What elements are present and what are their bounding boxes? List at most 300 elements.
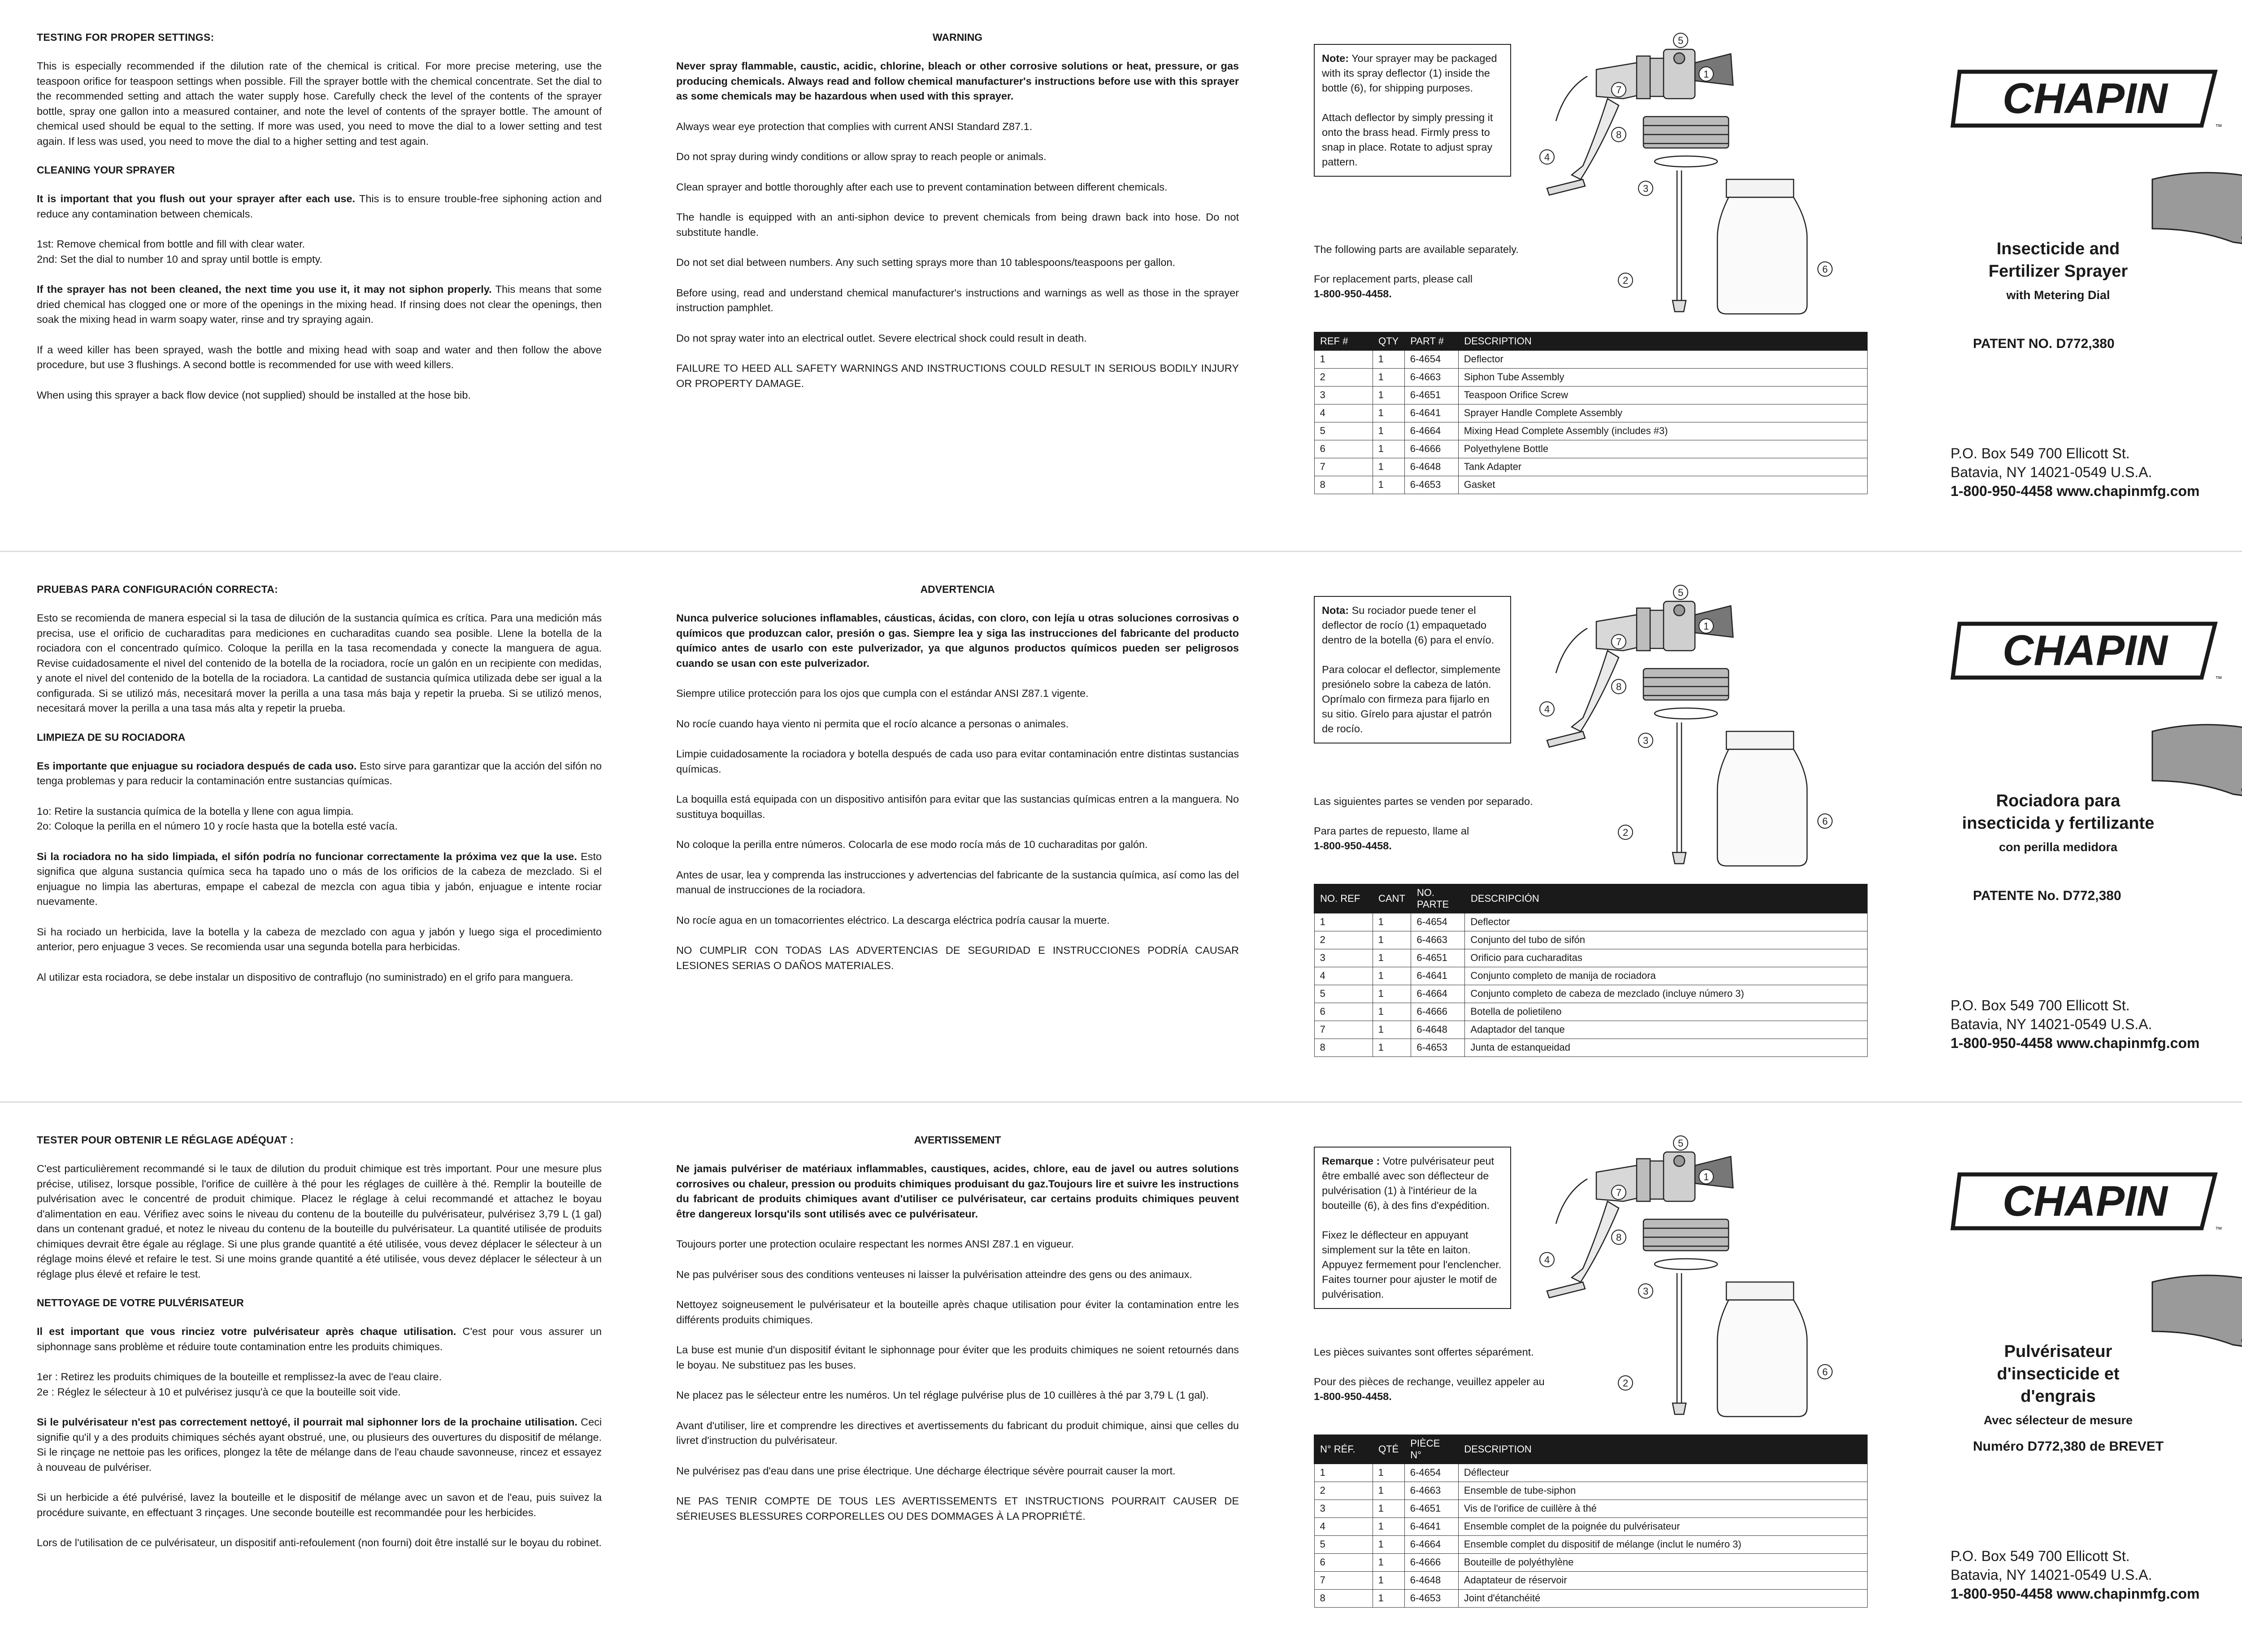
cleaning-rest: Esto sirve para garantizar que la acción del sifón no tenga problemas y para reducir la contaminación entre sustancias químicas.: [37, 760, 602, 787]
warning-bold-paragraph: Nunca pulverice soluciones inflamables, cáusticas, ácidas, con cloro, con lejía u otras soluciones corrosivas o químicos que produzcan calor, presión o gas. Siempre lea y siga las instrucciones del fabricante del producto químico antes de usarlo con este pulverizador, ya que algunos productos químicos pueden ser peligrosos cuando se usan con este pulverizador.: [676, 612, 1239, 669]
step-1: 1o: Retire la sustancia química de la botella y llene con agua limpia.: [37, 805, 354, 817]
parts-cell-desc: Teaspoon Orifice Screw: [1458, 386, 1867, 404]
testing-body: This is especially recommended if the dilution rate of the chemical is critical. For more precise metering, use the teaspoon orifice for teaspoon settings when possible. Fill the sprayer bottle with the chemical concentrate. Set the dial to the recommended setting and attach the water supply hose. Carefully check the level of the contents of the sprayer bottle, spray one gallon into a measured container, and note the level of contents of the sprayer bottle. The amount of chemical used should be equal to the setting. If more was used, you need to move the dial to a lower setting and test again. If less was used, you need to move the dial to a higher setting and test again.: [37, 60, 602, 147]
note-box: [1314, 1147, 1511, 1309]
table-row: [1314, 913, 1867, 931]
table-row: [1314, 949, 1867, 967]
parts-cell-part: 6-4653: [1404, 476, 1458, 494]
parts-cell-desc: Sprayer Handle Complete Assembly: [1458, 404, 1867, 422]
parts-cell-qty: 1: [1373, 404, 1404, 422]
parts-cell-part: 6-4648: [1404, 1571, 1458, 1589]
parts-header-cell: PIÈCE N°: [1404, 1435, 1458, 1464]
callout-5: 5: [1678, 587, 1684, 598]
logo-logo-text: CHAPIN: [2002, 1177, 2168, 1225]
sprayer-in-hand-illustration: [2152, 704, 2242, 1014]
note-paragraph-2: Fixez le déflecteur en appuyant simplement sur la tête en laiton. Appuyez fermement pour l'enclencher. Faites tourner pour ajuster le motif de pulvérisation.: [1322, 1229, 1502, 1300]
parts-cell-part: 6-4654: [1404, 350, 1458, 368]
parts-cell-desc: Adaptateur de réservoir: [1458, 1571, 1867, 1589]
cleaning-title: LIMPIEZA DE SU ROCIADORA: [37, 731, 186, 743]
replacement-phone: 1-800-950-4458.: [1314, 840, 1392, 852]
table-row: [1314, 1482, 1867, 1500]
cleaning-title: CLEANING YOUR SPRAYER: [37, 164, 175, 176]
contact-line: 1-800-950-4458 www.chapinmfg.com: [1951, 1035, 2200, 1051]
availability-text: [1314, 794, 1547, 868]
not-clean-rest: Esto significa que alguna sustancia química seca ha tapado uno o más de los orificios de la cabeza de mezclado. Si el enjuague no limpia las aberturas, empape el cabezal de mezcla con agua tibia y jabón, enjuague e intente rociar nuevamente.: [37, 850, 602, 907]
callout-4: 4: [1544, 1254, 1550, 1265]
parts-header-cell: NO. REF: [1314, 884, 1373, 913]
product-title: Pulvérisateur d'insecticide et d'engrais Avec sélecteur de mesure: [1983, 1342, 2133, 1427]
note-box: [1314, 44, 1511, 177]
parts-header-cell: QTY: [1373, 332, 1404, 350]
sprayer-in-hand-illustration: [2152, 1255, 2242, 1565]
warning-item: Nettoyez soigneusement le pulvérisateur et la bouteille après chaque utilisation pour éviter la contamination entre les différents produits chimiques.: [676, 1299, 1239, 1326]
availability-line-2: For replacement parts, please call 1-800-950-4458.: [1314, 273, 1473, 300]
chapin-logo: [1951, 1170, 2220, 1233]
parts-cell-desc: Botella de polietileno: [1465, 1003, 1867, 1021]
logo-logo-text: CHAPIN: [2002, 74, 2168, 122]
callout-5: 5: [1678, 35, 1684, 46]
testing-title: TESTER POUR OBTENIR LE RÉGLAGE ADÉQUAT :: [37, 1134, 294, 1146]
parts-cell-ref: 1: [1314, 913, 1373, 931]
cleaning-steps: [37, 237, 602, 267]
parts-cell-qty: 1: [1373, 386, 1404, 404]
warning-bold-paragraph: Ne jamais pulvériser de matériaux inflammables, caustiques, acides, chlore, eau de javel ou autres solutions corrosives ou chaleur, pression ou produits chimiques produisant du gaz.Toujours lire et suivre les instructions du fabricant de produits chimiques avant d'utiliser ce pulvérisateur, car certains produits chimiques peuvent être dangereux lorsqu'ils sont utilisés avec ce pulvérisateur.: [676, 1163, 1239, 1220]
parts-cell-desc: Ensemble de tube-siphon: [1458, 1482, 1867, 1500]
table-row: [1314, 931, 1867, 949]
parts-cell-ref: 2: [1314, 1482, 1373, 1500]
cleaning-bold: Il est important que vous rinciez votre pulvérisateur après chaque utilisation.: [37, 1326, 456, 1337]
chapin-logo: [1951, 619, 2220, 682]
parts-cell-part: 6-4648: [1411, 1021, 1465, 1039]
table-row: [1314, 967, 1867, 985]
backflow-paragraph: When using this sprayer a back flow device (not supplied) should be installed at the hose bib.: [37, 389, 471, 401]
parts-cell-ref: 8: [1314, 1039, 1373, 1056]
parts-header-cell: CANT: [1373, 884, 1411, 913]
table-row: [1314, 1571, 1867, 1589]
availability-line-2: Pour des pièces de rechange, veuillez appeler au 1-800-950-4458.: [1314, 1376, 1545, 1402]
warning-item: Antes de usar, lea y comprenda las instrucciones y advertencias del fabricante de la sustancia química, así como las del manual de instrucciones de la rociadora.: [676, 869, 1239, 896]
parts-cell-part: 6-4663: [1404, 368, 1458, 386]
warning-item: No rocíe cuando haya viento ni permita que el rocío alcance a personas o animales.: [676, 717, 1069, 730]
warning-column: [676, 583, 1239, 988]
parts-cell-part: 6-4651: [1411, 949, 1465, 967]
table-row: [1314, 1500, 1867, 1517]
parts-cell-part: 6-4654: [1411, 913, 1465, 931]
company-address: P.O. Box 549 700 Ellicott St. Batavia, NY 14021-0549 U.S.A. 1-800-950-4458 www.chapinmfg.com: [1951, 445, 2200, 499]
parts-table-header: [1314, 1435, 1867, 1464]
parts-column: [1314, 1134, 1874, 1618]
callout-2: 2: [1623, 1378, 1629, 1389]
parts-cell-qty: 1: [1373, 1021, 1411, 1039]
language-panel-es: [0, 551, 2242, 1075]
parts-cell-ref: 4: [1314, 967, 1373, 985]
parts-cell-desc: Orificio para cucharaditas: [1465, 949, 1867, 967]
cleaning-paragraph: [37, 1324, 602, 1354]
table-row: [1314, 1464, 1867, 1482]
parts-cell-qty: 1: [1373, 1039, 1411, 1056]
parts-cell-part: 6-4664: [1404, 422, 1458, 440]
table-row: [1314, 404, 1867, 422]
not-clean-paragraph: [37, 282, 602, 327]
callout-6: 6: [1822, 264, 1828, 275]
parts-cell-qty: 1: [1373, 1500, 1404, 1517]
table-row: [1314, 985, 1867, 1003]
callout-1: 1: [1703, 69, 1709, 80]
testing-column: [37, 583, 602, 1000]
parts-cell-desc: Gasket: [1458, 476, 1867, 494]
cleaning-bold: Es importante que enjuague su rociadora después de cada uso.: [37, 760, 357, 772]
parts-cell-qty: 1: [1373, 931, 1411, 949]
parts-cell-ref: 7: [1314, 1021, 1373, 1039]
sprayer-exploded-diagram: [1529, 31, 1852, 318]
parts-cell-ref: 6: [1314, 1003, 1373, 1021]
weed-killer-paragraph: Si un herbicide a été pulvérisé, lavez la bouteille et le dispositif de mélange avec un savon et de l'eau, puis suivez la procédure suivante, en effectuant 3 rinçages. Une seconde bouteille est recommandée pour les herbicides.: [37, 1491, 602, 1518]
warning-item: Do not spray during windy conditions or allow spray to reach people or animals.: [676, 151, 1047, 162]
parts-cell-desc: Deflector: [1465, 913, 1867, 931]
testing-body: C'est particulièrement recommandé si le taux de dilution du produit chimique est très important. Pour une mesure plus précise, utilisez, lorsque possible, l'orifice de cuillère à thé pour les réglages de cuillère à thé. Remplir la bouteille de pulvérisation avec le concentré de produit chimique. Placez le réglage à celui recommandé et attachez le boyau d'alimentation en eau. Vérifiez avec soins le niveau du contenu de la bouteille du pulvérisateur, pulvérisez 3,79 L (1 gal) dans un contenant gradué, et notez le niveau du contenu de la bouteille du pulvérisateur. La quantité utilisée de produits chimiques devrait être égale au réglage. Si une plus grande quantité a été utilisée, vous devez déplacer le sélecteur à un réglage moins élevé et refaire le test. Si une moins grande quantité a été utilisée, vous devez déplacer le sélecteur à un réglage plus élevé et refaire le test.: [37, 1163, 602, 1280]
callout-4: 4: [1544, 152, 1550, 163]
callout-7: 7: [1616, 1187, 1622, 1198]
cover-column: [1951, 31, 2242, 516]
logo-trademark: ™: [2215, 1226, 2222, 1234]
callout-3: 3: [1643, 735, 1649, 746]
parts-cell-ref: 5: [1314, 1535, 1373, 1553]
callout-8: 8: [1616, 129, 1622, 140]
parts-cell-desc: Tank Adapter: [1458, 458, 1867, 476]
warning-title: WARNING: [932, 31, 983, 43]
parts-cell-qty: 1: [1373, 1482, 1404, 1500]
note-paragraph-1: [1322, 603, 1503, 648]
table-row: [1314, 350, 1867, 368]
parts-cell-ref: 7: [1314, 458, 1373, 476]
note-paragraph-1: [1322, 51, 1503, 96]
not-clean-bold: If the sprayer has not been cleaned, the next time you use it, it may not siphon properly.: [37, 283, 492, 295]
patent-number: Numéro D772,380 de BREVET: [1973, 1439, 2164, 1454]
table-row: [1314, 476, 1867, 494]
warning-bold-paragraph: Never spray flammable, caustic, acidic, chlorine, bleach or other corrosive solutions or heat, pressure, or gas producing chemicals. Always read and follow chemical manufacturer's instructions before use with this sprayer as some chemicals may be hazardous when used with this sprayer.: [676, 60, 1239, 102]
parts-cell-qty: 1: [1373, 1003, 1411, 1021]
note-label: Nota:: [1322, 604, 1349, 616]
parts-cell-desc: Ensemble complet de la poignée du pulvérisateur: [1458, 1517, 1867, 1535]
cleaning-rest: This is to ensure trouble-free siphoning action and reduce any contamination between chemicals.: [37, 193, 602, 220]
parts-cell-desc: Bouteille de polyéthylène: [1458, 1553, 1867, 1571]
backflow-paragraph: Al utilizar esta rociadora, se debe instalar un dispositivo de contraflujo (no suministrado) en el grifo para manguera.: [37, 971, 574, 983]
table-row: [1314, 1535, 1867, 1553]
parts-cell-qty: 1: [1373, 1553, 1404, 1571]
parts-header-cell: PART #: [1404, 332, 1458, 350]
parts-cell-part: 6-4666: [1404, 440, 1458, 458]
step-2: 2e : Réglez le sélecteur à 10 et pulvérisez jusqu'à ce que la bouteille soit vide.: [37, 1386, 401, 1398]
parts-cell-part: 6-4648: [1404, 458, 1458, 476]
warning-item: Ne placez pas le sélecteur entre les numéros. Un tel réglage pulvérise plus de 10 cuillères à thé par 3,79 L (1 gal).: [676, 1389, 1209, 1401]
parts-cell-ref: 7: [1314, 1571, 1373, 1589]
parts-cell-desc: Adaptador del tanque: [1465, 1021, 1867, 1039]
callout-3: 3: [1643, 1286, 1649, 1297]
step-2: 2nd: Set the dial to number 10 and spray until bottle is empty.: [37, 253, 323, 265]
warning-item: No coloque la perilla entre números. Colocarla de ese modo rocía más de 10 cucharaditas por galón.: [676, 839, 1148, 850]
parts-cell-part: 6-4664: [1411, 985, 1465, 1003]
cleaning-rest: C'est pour vous assurer un siphonnage sans problème et réduire toute contamination entre les produits chimiques.: [37, 1326, 602, 1352]
step-2: 2o: Coloque la perilla en el número 10 y rocíe hasta que la botella esté vacía.: [37, 820, 398, 832]
parts-cell-ref: 4: [1314, 1517, 1373, 1535]
availability-line-1: Les pièces suivantes sont offertes séparément.: [1314, 1346, 1534, 1358]
callout-1: 1: [1703, 1171, 1709, 1182]
step-1: 1er : Retirez les produits chimiques de la bouteille et remplissez-la avec de l'eau claire.: [37, 1371, 442, 1382]
warning-title: ADVERTENCIA: [920, 583, 995, 595]
parts-cell-part: 6-4663: [1404, 1482, 1458, 1500]
table-row: [1314, 1003, 1867, 1021]
warning-item: NO CUMPLIR CON TODAS LAS ADVERTENCIAS DE SEGURIDAD E INSTRUCCIONES PODRÍA CAUSAR LESIONES SERIAS O DAÑOS MATERIALES.: [676, 944, 1239, 971]
availability-text: [1314, 1345, 1547, 1419]
availability-text: [1314, 242, 1547, 316]
testing-column: [37, 31, 602, 418]
not-clean-paragraph: [37, 849, 602, 909]
note-text-1: Your sprayer may be packaged with its spray deflector (1) inside the bottle (6), for shipping purposes.: [1322, 52, 1497, 94]
warning-item: The handle is equipped with an anti-siphon device to prevent chemicals from being drawn back into hose. Do not substitute handle.: [676, 211, 1239, 238]
availability-line-2: Para partes de repuesto, llame al 1-800-950-4458.: [1314, 825, 1469, 852]
parts-cell-ref: 8: [1314, 476, 1373, 494]
parts-cell-desc: Joint d'étanchéité: [1458, 1589, 1867, 1607]
callout-2: 2: [1623, 275, 1629, 286]
parts-cell-part: 6-4641: [1411, 967, 1465, 985]
table-row: [1314, 1517, 1867, 1535]
parts-header-cell: QTÉ: [1373, 1435, 1404, 1464]
warning-item: Do not spray water into an electrical outlet. Severe electrical shock could result in death.: [676, 332, 1087, 344]
company-address: P.O. Box 549 700 Ellicott St. Batavia, NY 14021-0549 U.S.A. 1-800-950-4458 www.chapinmfg.com: [1951, 1548, 2200, 1602]
warning-item: Ne pas pulvériser sous des conditions venteuses ni laisser la pulvérisation atteindre des gens ou des animaux.: [676, 1268, 1192, 1280]
callout-4: 4: [1544, 704, 1550, 715]
parts-header-cell: N° RÉF.: [1314, 1435, 1373, 1464]
parts-cell-qty: 1: [1373, 1571, 1404, 1589]
warning-item: No rocíe agua en un tomacorrientes eléctrico. La descarga eléctrica podría causar la muerte.: [676, 914, 1110, 926]
parts-cell-part: 6-4663: [1411, 931, 1465, 949]
warning-item: La boquilla está equipada con un dispositivo antisifón para evitar que las sustancias químicas entren a la manguera. No sustituya boquillas.: [676, 793, 1239, 820]
warning-list: [676, 686, 1239, 973]
callout-1: 1: [1703, 621, 1709, 632]
warning-item: Always wear eye protection that complies with current ANSI Standard Z87.1.: [676, 120, 1033, 132]
parts-header-cell: NO. PARTE: [1411, 884, 1465, 913]
warning-item: Siempre utilice protección para los ojos que cumpla con el estándar ANSI Z87.1 vigente.: [676, 687, 1089, 699]
table-row: [1314, 1589, 1867, 1607]
parts-header-cell: DESCRIPTION: [1458, 1435, 1867, 1464]
callout-8: 8: [1616, 681, 1622, 692]
table-row: [1314, 1553, 1867, 1571]
parts-cell-ref: 3: [1314, 386, 1373, 404]
parts-table-header: [1314, 332, 1867, 350]
parts-cell-ref: 1: [1314, 350, 1373, 368]
parts-cell-qty: 1: [1373, 458, 1404, 476]
note-box: [1314, 596, 1511, 743]
warning-item: Ne pulvérisez pas d'eau dans une prise électrique. Une décharge électrique sévère pourrait causer la mort.: [676, 1465, 1176, 1477]
not-clean-bold: Si le pulvérisateur n'est pas correctement nettoyé, il pourrait mal siphonner lors de la prochaine utilisation.: [37, 1416, 578, 1428]
warning-item: FAILURE TO HEED ALL SAFETY WARNINGS AND INSTRUCTIONS COULD RESULT IN SERIOUS BODILY INJURY OR PROPERTY DAMAGE.: [676, 362, 1239, 389]
callout-7: 7: [1616, 636, 1622, 648]
note-paragraph-2: Attach deflector by simply pressing it onto the brass head. Firmly press to snap in place. Rotate to adjust spray pattern.: [1322, 112, 1493, 168]
replacement-phone: 1-800-950-4458.: [1314, 288, 1392, 300]
product-title: Rociadora para insecticida y fertilizante con perilla medidora: [1962, 791, 2155, 854]
parts-cell-qty: 1: [1373, 1535, 1404, 1553]
parts-cell-qty: 1: [1373, 368, 1404, 386]
callout-6: 6: [1822, 816, 1828, 827]
testing-title: PRUEBAS PARA CONFIGURACIÓN CORRECTA:: [37, 583, 278, 595]
not-clean-rest: This means that some dried chemical has clogged one or more of the openings in the mixing head. If rinsing does not clear the openings, then soak the mixing head in warm soapy water, rinse and try spraying again.: [37, 283, 602, 325]
patent-number: PATENT NO. D772,380: [1973, 336, 2115, 351]
parts-cell-ref: 3: [1314, 1500, 1373, 1517]
parts-cell-qty: 1: [1373, 476, 1404, 494]
warning-item: NE PAS TENIR COMPTE DE TOUS LES AVERTISSEMENTS ET INSTRUCTIONS POURRAIT CAUSER DE SÉRIEUSES BLESSURES CORPORELLES OU DES DOMMAGES À LA PROPRIÉTÉ.: [676, 1495, 1239, 1522]
chapin-logo: [1951, 67, 2220, 130]
parts-cell-part: 6-4653: [1411, 1039, 1465, 1056]
company-address: P.O. Box 549 700 Ellicott St. Batavia, NY 14021-0549 U.S.A. 1-800-950-4458 www.chapinmfg.com: [1951, 997, 2200, 1051]
language-panel-en: [0, 0, 2242, 525]
parts-cell-qty: 1: [1373, 440, 1404, 458]
logo-trademark: ™: [2215, 675, 2222, 683]
weed-killer-paragraph: If a weed killer has been sprayed, wash the bottle and mixing head with soap and water and then follow the above procedure, but use 3 flushings. A second bottle is recommended for use with weed killers.: [37, 343, 602, 370]
parts-cell-part: 6-4666: [1404, 1553, 1458, 1571]
parts-cell-desc: Conjunto completo de cabeza de mezclado (incluye número 3): [1465, 985, 1867, 1003]
testing-column: [37, 1134, 602, 1566]
warning-item: Limpie cuidadosamente la rociadora y botella después de cada uso para evitar contaminación entre distintas sustancias químicas.: [676, 748, 1239, 775]
parts-cell-part: 6-4651: [1404, 1500, 1458, 1517]
warning-list: [676, 1237, 1239, 1524]
parts-cell-part: 6-4641: [1404, 404, 1458, 422]
cleaning-paragraph: [37, 759, 602, 789]
parts-column: [1314, 583, 1874, 1068]
cleaning-steps: [37, 804, 602, 834]
parts-cell-desc: Déflecteur: [1458, 1464, 1867, 1482]
parts-cell-part: 6-4653: [1404, 1589, 1458, 1607]
table-row: [1314, 422, 1867, 440]
parts-cell-ref: 4: [1314, 404, 1373, 422]
warning-item: La buse est munie d'un dispositif évitant le siphonnage pour éviter que les produits chimiques ne soient retournés dans le boyau. Ne substituez pas les buses.: [676, 1344, 1239, 1371]
callout-2: 2: [1623, 827, 1629, 838]
not-clean-bold: Si la rociadora no ha sido limpiada, el sifón podría no funcionar correctamente la próxima vez que la use.: [37, 850, 577, 862]
warning-item: Before using, read and understand chemical manufacturer's instructions and warnings as well as those in the sprayer instruction pamphlet.: [676, 287, 1239, 313]
parts-cell-desc: Conjunto del tubo de sifón: [1465, 931, 1867, 949]
warning-item: Do not set dial between numbers. Any such setting sprays more than 10 tablespoons/teaspoons per gallon.: [676, 256, 1176, 268]
cleaning-title: NETTOYAGE DE VOTRE PULVÉRISATEUR: [37, 1297, 244, 1309]
parts-table: [1314, 1435, 1868, 1608]
parts-cell-qty: 1: [1373, 949, 1411, 967]
cleaning-steps: [37, 1369, 602, 1400]
parts-cell-ref: 3: [1314, 949, 1373, 967]
logo-trademark: ™: [2215, 123, 2222, 131]
parts-cell-ref: 5: [1314, 422, 1373, 440]
warning-column: [676, 31, 1239, 406]
testing-title: TESTING FOR PROPER SETTINGS:: [37, 31, 214, 43]
sprayer-in-hand-illustration: [2152, 152, 2242, 462]
parts-cell-part: 6-4651: [1404, 386, 1458, 404]
parts-cell-desc: Ensemble complet du dispositif de mélange (inclut le numéro 3): [1458, 1535, 1867, 1553]
sprayer-exploded-diagram: [1529, 1134, 1852, 1421]
callout-5: 5: [1678, 1138, 1684, 1149]
callout-8: 8: [1616, 1232, 1622, 1243]
parts-cell-part: 6-4654: [1404, 1464, 1458, 1482]
table-row: [1314, 1039, 1867, 1056]
note-label: Note:: [1322, 52, 1349, 64]
table-row: [1314, 1021, 1867, 1039]
parts-cell-ref: 6: [1314, 1553, 1373, 1571]
weed-killer-paragraph: Si ha rociado un herbicida, lave la botella y la cabeza de mezclado con agua y jabón y luego siga el procedimiento anterior, pero enjuague 3 veces. Se recomienda usar una segunda botella para herbicidas.: [37, 926, 602, 952]
table-row: [1314, 440, 1867, 458]
parts-cell-desc: Deflector: [1458, 350, 1867, 368]
parts-cell-qty: 1: [1373, 1464, 1404, 1482]
parts-header-cell: DESCRIPCIÓN: [1465, 884, 1867, 913]
contact-line: 1-800-950-4458 www.chapinmfg.com: [1951, 1586, 2200, 1602]
note-paragraph-1: [1322, 1154, 1503, 1213]
parts-table-header: [1314, 884, 1867, 913]
sprayer-exploded-diagram: [1529, 583, 1852, 870]
table-row: [1314, 458, 1867, 476]
logo-logo-text: CHAPIN: [2002, 626, 2168, 674]
parts-cell-ref: 1: [1314, 1464, 1373, 1482]
parts-cell-desc: Vis de l'orifice de cuillère à thé: [1458, 1500, 1867, 1517]
parts-cell-qty: 1: [1373, 422, 1404, 440]
cleaning-paragraph: [37, 191, 602, 222]
contact-line: 1-800-950-4458 www.chapinmfg.com: [1951, 483, 2200, 499]
parts-cell-ref: 8: [1314, 1589, 1373, 1607]
parts-cell-desc: Polyethylene Bottle: [1458, 440, 1867, 458]
note-text-1: Votre pulvérisateur peut être emballé avec son déflecteur de pulvérisation (1) à l'intérieur de la bouteille (6), à des fins d'expédition.: [1322, 1155, 1495, 1211]
table-row: [1314, 386, 1867, 404]
warning-list: [676, 119, 1239, 391]
table-row: [1314, 368, 1867, 386]
parts-cell-part: 6-4664: [1404, 1535, 1458, 1553]
parts-column: [1314, 31, 1874, 516]
parts-cell-qty: 1: [1373, 350, 1404, 368]
parts-cell-ref: 2: [1314, 368, 1373, 386]
warning-item: Clean sprayer and bottle thoroughly after each use to prevent contamination between different chemicals.: [676, 181, 1168, 193]
backflow-paragraph: Lors de l'utilisation de ce pulvérisateur, un dispositif anti-refoulement (non fourni) doit être installé sur le boyau du robinet.: [37, 1537, 602, 1548]
parts-cell-desc: Mixing Head Complete Assembly (includes #3): [1458, 422, 1867, 440]
warning-item: Avant d'utiliser, lire et comprendre les directives et avertissements du fabricant du produit chimique, ainsi que celles du livret d'instruction du pulvérisateur.: [676, 1419, 1239, 1446]
callout-6: 6: [1822, 1366, 1828, 1378]
note-paragraph-2: Para colocar el deflector, simplemente presiónelo sobre la cabeza de latón. Oprímalo con firmeza para fijarlo en su sitio. Gírelo para ajustar el patrón de rocío.: [1322, 664, 1501, 735]
not-clean-rest: Ceci signifie qu'il y a des produits chimiques séchés ayant obstrué, une, ou plusieurs des ouvertures du dispositif de mélange. Si le rinçage ne nettoie pas les orifices, plongez la tête de mélange dans de l'eau chaude savonneuse, rincez et essayez à nouveau de pulvériser.: [37, 1416, 602, 1473]
parts-header-cell: DESCRIPTION: [1458, 332, 1867, 350]
cleaning-bold: It is important that you flush out your sprayer after each use.: [37, 193, 356, 204]
callout-7: 7: [1616, 84, 1622, 96]
parts-cell-part: 6-4666: [1411, 1003, 1465, 1021]
callout-3: 3: [1643, 183, 1649, 194]
warning-column: [676, 1134, 1239, 1539]
not-clean-paragraph: [37, 1415, 602, 1475]
parts-cell-ref: 6: [1314, 440, 1373, 458]
parts-cell-desc: Siphon Tube Assembly: [1458, 368, 1867, 386]
availability-line-1: Las siguientes partes se venden por separado.: [1314, 796, 1533, 807]
patent-number: PATENTE No. D772,380: [1973, 888, 2121, 903]
language-panel-fr: [0, 1101, 2242, 1626]
warning-item: Toujours porter une protection oculaire respectant les normes ANSI Z87.1 en vigueur.: [676, 1238, 1074, 1250]
parts-cell-desc: Conjunto completo de manija de rociadora: [1465, 967, 1867, 985]
parts-cell-qty: 1: [1373, 985, 1411, 1003]
parts-table: [1314, 884, 1868, 1057]
warning-title: AVERTISSEMENT: [914, 1134, 1001, 1146]
product-title: Insecticide and Fertilizer Sprayer with Metering Dial: [1988, 239, 2128, 302]
parts-cell-desc: Junta de estanqueidad: [1465, 1039, 1867, 1056]
availability-line-1: The following parts are available separately.: [1314, 243, 1519, 255]
step-1: 1st: Remove chemical from bottle and fill with clear water.: [37, 238, 305, 250]
testing-body: Esto se recomienda de manera especial si la tasa de dilución de la sustancia química es crítica. Para una medición más precisa, use el orificio de cucharaditas para mediciones en cucharaditas cuando sea posible. Llene la botella de la rociadora con el concentrado químico. Coloque la perilla en la tasa recomendada y conecte la manguera de agua. Revise cuidadosamente el nivel del contenido de la botella de la rociadora, rocíe un galón en un recipiente con medidas, y anote el nivel del contenido de la botella de la rociadora. La cantidad de sustancia química utilizada debe ser igual a la configurada. Si se utilizó más, necesitará mover la perilla a una tasa más baja y repetir la prueba. Si se utilizó menos, necesitará mover la perilla a una tasa más alta y repetir la prueba.: [37, 612, 602, 714]
parts-table: [1314, 332, 1868, 494]
parts-header-cell: REF #: [1314, 332, 1373, 350]
cover-column: [1951, 583, 2242, 1068]
replacement-phone: 1-800-950-4458.: [1314, 1391, 1392, 1402]
parts-cell-qty: 1: [1373, 1589, 1404, 1607]
parts-cell-qty: 1: [1373, 967, 1411, 985]
parts-cell-qty: 1: [1373, 913, 1411, 931]
parts-cell-ref: 5: [1314, 985, 1373, 1003]
